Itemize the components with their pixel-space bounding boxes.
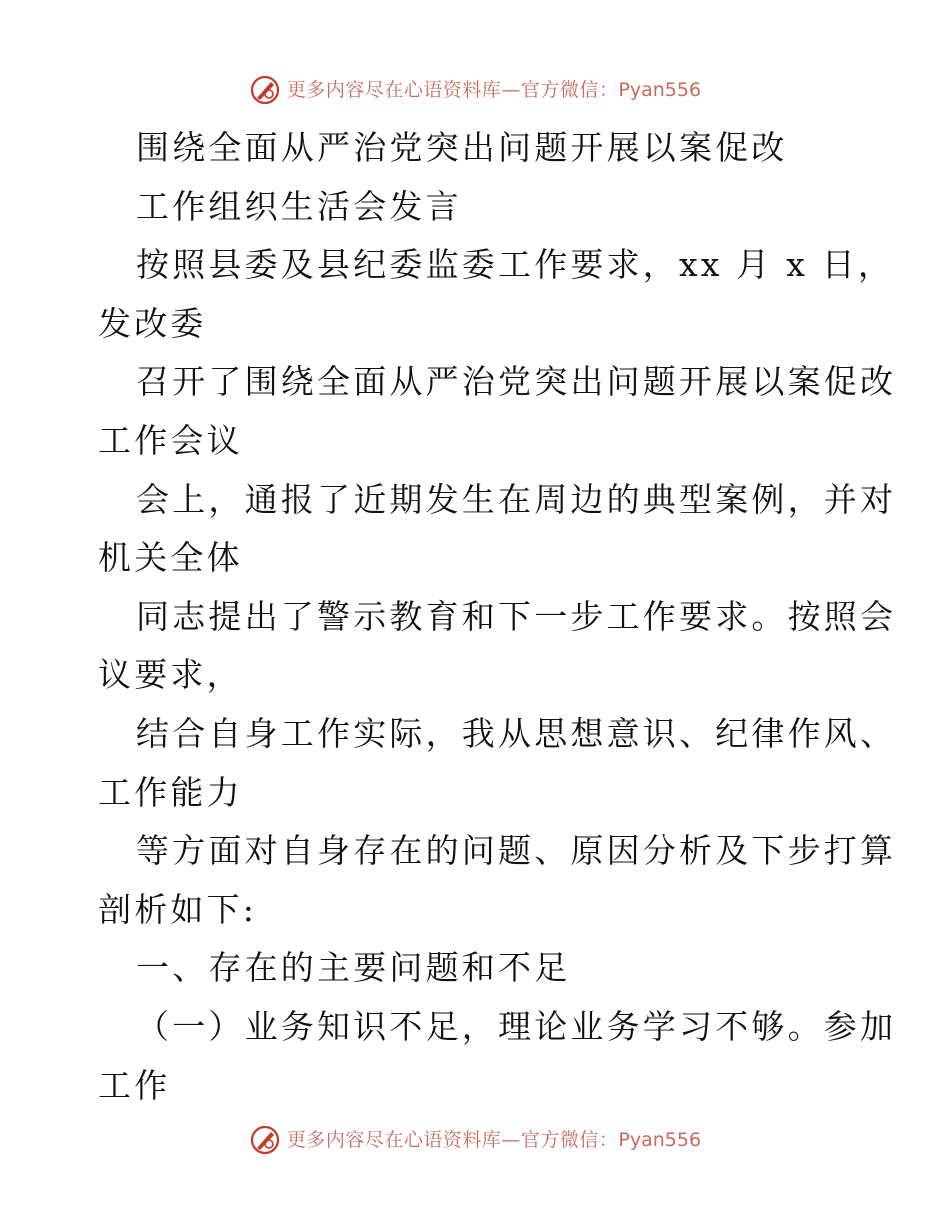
paragraph-line: 机关全体 — [98, 538, 243, 578]
section-heading: 一、存在的主要问题和不足 — [136, 948, 571, 988]
document-title-line-2: 工作组织生活会发言 — [136, 186, 462, 226]
footer-promo-contact: Pyan556 — [618, 1129, 702, 1151]
paragraph-line: 工作能力 — [98, 772, 243, 812]
footer-watermark — [0, 1120, 950, 1160]
paragraph-line: 剖析如下: — [98, 889, 258, 929]
paragraph-line: 工作 — [98, 1065, 171, 1105]
paragraph-line: 同志提出了警示教育和下一步工作要求。按照会 — [136, 596, 897, 636]
quill-logo-icon — [249, 1124, 281, 1156]
header-promo-contact: Pyan556 — [618, 79, 702, 101]
paragraph-line: 会上，通报了近期发生在周边的典型案例，并对 — [136, 479, 897, 519]
subsection-heading: （一）业务知识不足，理论业务学习不够。参加 — [136, 1006, 897, 1046]
paragraph-line: 召开了围绕全面从严治党突出问题开展以案促改 — [136, 362, 897, 402]
header-watermark — [0, 70, 950, 110]
document-title-line-1: 围绕全面从严治党突出问题开展以案促改 — [136, 128, 788, 167]
paragraph-line: 按照县委及县纪委监委工作要求，xx 月 x 日， — [136, 245, 895, 285]
header-promo-text: 更多内容尽在心语资料库—官方微信： — [286, 79, 619, 101]
paragraph-line: 工作会议 — [98, 420, 243, 460]
paragraph-line: 等方面对自身存在的问题、原因分析及下步打算 — [136, 831, 897, 871]
paragraph-line: 结合自身工作实际，我从思想意识、纪律作风、 — [136, 713, 897, 753]
paragraph-line: 发改委 — [98, 303, 207, 343]
quill-logo-icon — [249, 74, 281, 106]
footer-promo-text: 更多内容尽在心语资料库—官方微信： — [286, 1129, 619, 1151]
paragraph-line: 议要求， — [98, 655, 243, 695]
document-body — [98, 119, 897, 1115]
